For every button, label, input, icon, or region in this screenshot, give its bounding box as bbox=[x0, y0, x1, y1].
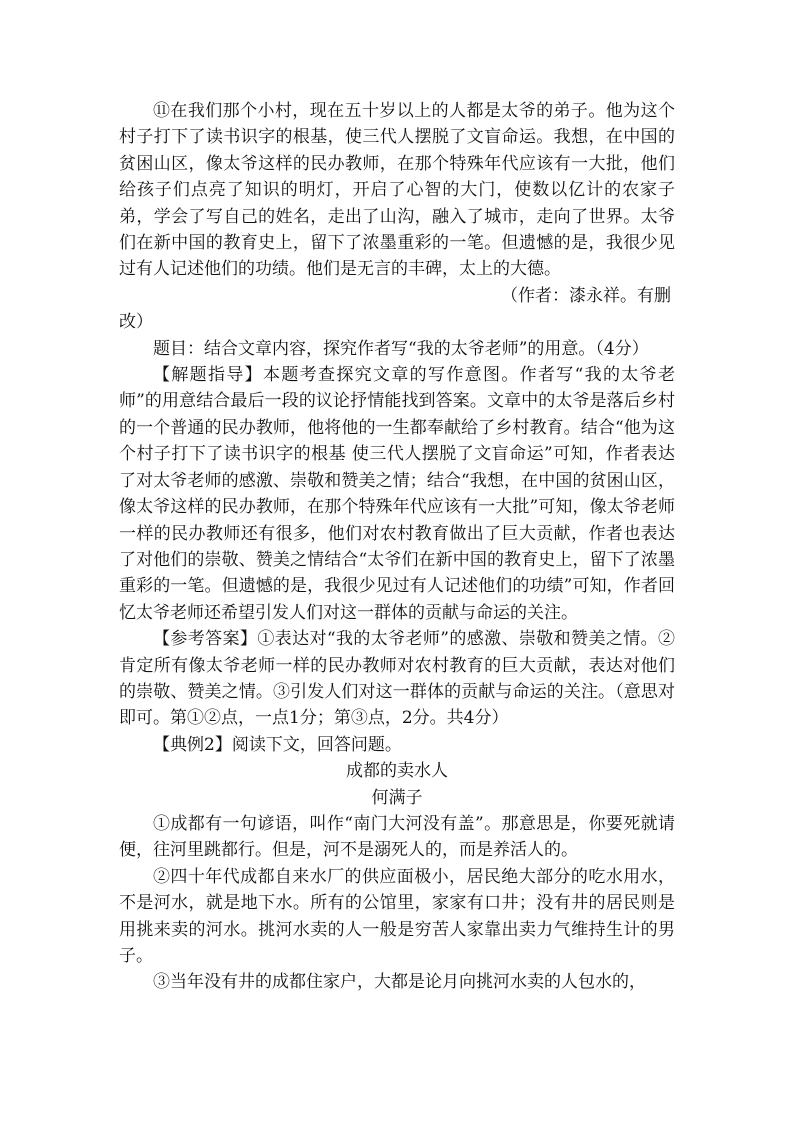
passage2-paragraph-1: ①成都有一句谚语，叫作“南门大河没有盖”。那意思是，你要死就请便，往河里跳都行。但是，河不是溺死人的，而是养活人的。 bbox=[119, 813, 675, 861]
answer-paragraph bbox=[119, 626, 675, 732]
answer-label: 【参考答案】 bbox=[153, 629, 258, 650]
passage2-paragraph-3: ③当年没有井的成都住家户，大都是论月向挑河水卖的人包水的， bbox=[153, 972, 646, 993]
source-note-line1: （作者：漆永祥。有删 bbox=[501, 285, 671, 306]
passage1-paragraph-11: ⑪在我们那个小村，现在五十岁以上的人都是太爷的弟子。他为这个村子打下了读书识字的根基，使三代人摆脱了文盲命运。我想，在中国的贫困山区，像太爷这样的民办教师，在那个特殊年代应该有一大批，他们给孩子们点亮了知识的明灯，开启了心智的大门，使数以亿计的农家子弟，学会了写自己的姓名，走出了山沟，融入了城市，走向了世界。太爷们在新中国的教育史上，留下了浓墨重彩的一笔。但遗憾的是，我很少见过有人记述他们的功绩。他们是无言的丰碑，太上的大德。 bbox=[119, 101, 675, 280]
answer-text: ①表达对“我的太爷老师”的感激、崇敬和赞美之情。②肯定所有像太爷老师一样的民办教师对农村教育的巨大贡献，表达对他们的崇敬、赞美之情。③引发人们对这一群体的贡献与命运的关注。（意思对即可。第①②点，一点1分；第③点，2分。共4分） bbox=[119, 629, 675, 729]
document-page bbox=[119, 98, 675, 996]
example2-heading bbox=[119, 732, 675, 758]
question-text: 题目：结合文章内容，探究作者写“我的太爷老师”的用意。（4分） bbox=[153, 338, 649, 359]
example2-text: 阅读下文，回答问题。 bbox=[231, 734, 402, 755]
example2-label: 【典例2】 bbox=[153, 734, 232, 755]
guide-label: 【解题指导】 bbox=[153, 365, 263, 386]
guide-paragraph bbox=[119, 362, 675, 626]
passage2-title: 成都的卖水人 bbox=[346, 761, 448, 782]
guide-text: 本题考查探究文章的写作意图。作者写“我的太爷老师”的用意结合最后一段的议论抒情能找到答案。文章中的太爷是落后乡村的一个普通的民办教师，他将他的一生都奉献给了乡村教育。结合“他为这个村子打下了读书识字的根基 使三代人摆脱了文盲命运”可知，作者表达了对太爷老师的感激、崇敬和赞美之情；结合“我想，在中国的贫困山区，像太爷这样的民办教师，在那个特殊年代应该有一大批”可知，像太爷老师一样的民办教师还有很多，他们对农村教育做出了巨大贡献，作者也表达了对他们的崇敬、赞美之情结合“太爷们在新中国的教育史上，留下了浓墨重彩的一笔。但遗憾的是，我很少见过有人记述他们的功绩”可知，作者回忆太爷老师还希望引发人们对这一群体的贡献与命运的关注。 bbox=[119, 365, 675, 623]
passage2-paragraph-2: ②四十年代成都自来水厂的供应面极小，居民绝大部分的吃水用水，不是河水，就是地下水。所有的公馆里，家家有口井；没有井的居民则是用挑来卖的河水。挑河水卖的人一般是穷苦人家靠出卖力气维持生计的男子。 bbox=[119, 866, 675, 966]
passage2-author: 何满子 bbox=[371, 787, 423, 808]
source-note-line2: 改） bbox=[119, 312, 153, 333]
